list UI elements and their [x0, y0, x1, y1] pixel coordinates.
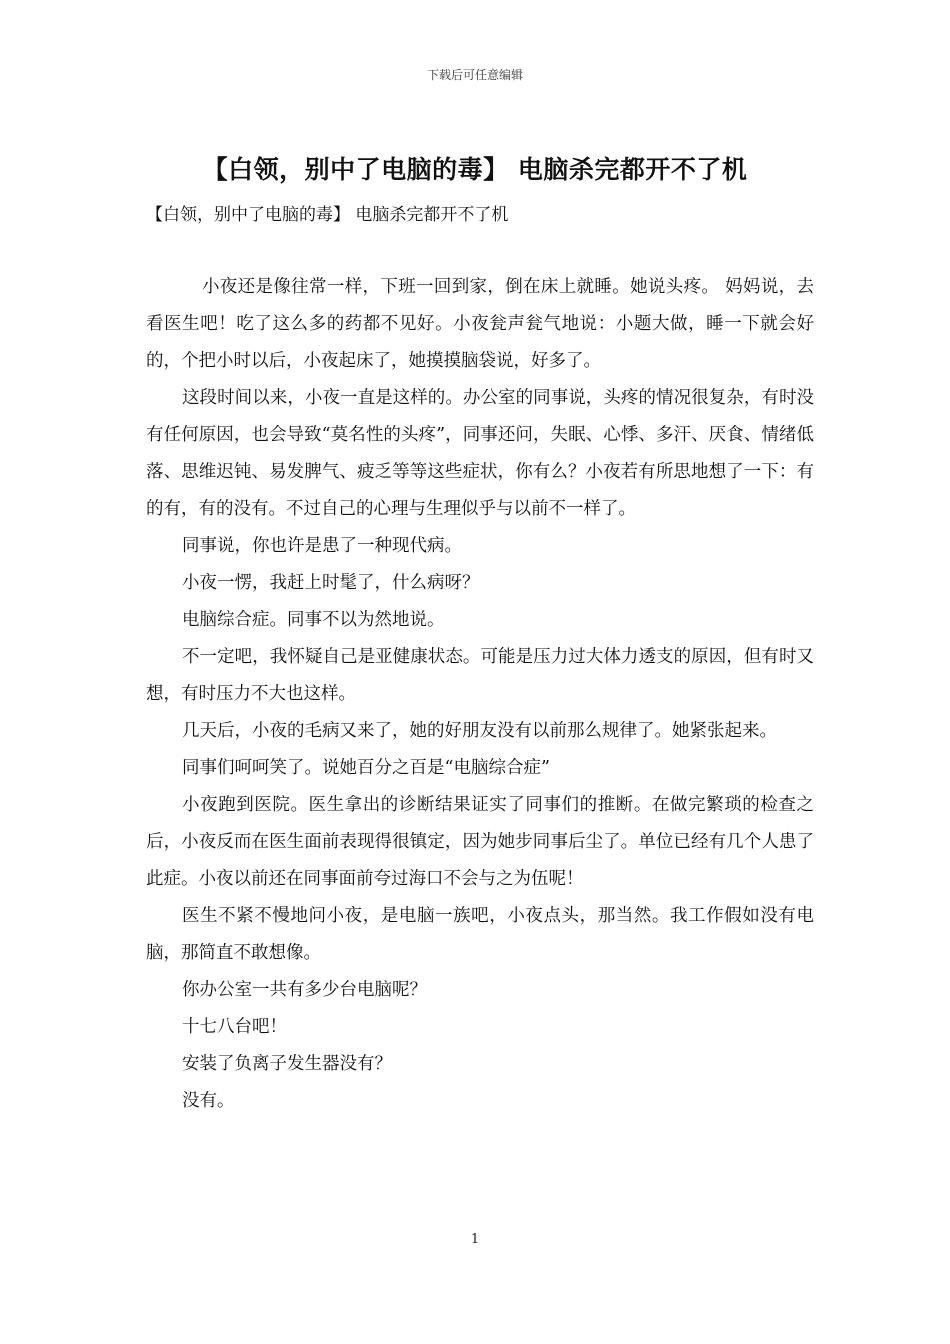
paragraph: 没有。 — [182, 1091, 235, 1111]
paragraph: 这段时间以来，小夜一直是这样的。办公室的同事说，头疼的情况很复杂，有时没有任何原因，也会导致“莫名性的头疼”，同事还问，失眠、心悸、多汗、厌食、情绪低落、思维迟钝、易发脾气、疲乏等等这些症状，你有么？小夜若有所思地想了一下：有的有，有的没有。不过自己的心理与生理似乎与以前不一样了。 — [146, 388, 814, 519]
document-body — [146, 269, 814, 1120]
paragraph: 小夜还是像往常一样，下班一回到家，倒在床上就睡。她说头疼。 妈妈说，去看医生吧！吃了这么多的药都不见好。小夜瓮声瓮气地说：小题大做，睡一下就会好的，个把小时以后，小夜起床了，她摸摸脑袋说，好多了。 — [146, 277, 814, 371]
paragraph: 十七八台吧！ — [182, 1017, 287, 1037]
paragraph: 你办公室一共有多少台电脑呢？ — [182, 980, 427, 1000]
paragraph: 不一定吧，我怀疑自己是亚健康状态。可能是压力过大体力透支的原因，但有时又想，有时压力不大也这样。 — [146, 647, 814, 704]
paragraph: 同事说，你也许是患了一种现代病。 — [182, 536, 462, 556]
header-note: 下载后可任意编辑 — [426, 68, 523, 82]
page-number: 1 — [470, 1232, 480, 1247]
paragraph: 同事们呵呵笑了。说她百分之百是“电脑综合症” — [182, 758, 550, 778]
paragraph: 几天后，小夜的毛病又来了，她的好朋友没有以前那么规律了。她紧张起来。 — [182, 721, 777, 741]
document-subtitle: 【白领，别中了电脑的毒】 电脑杀完都开不了机 — [146, 205, 509, 225]
paragraph: 安装了负离子发生器没有？ — [182, 1054, 392, 1074]
paragraph: 医生不紧不慢地问小夜，是电脑一族吧，小夜点头，那当然。我工作假如没有电脑，那简直不敢想像。 — [146, 906, 814, 963]
paragraph: 小夜跑到医院。医生拿出的诊断结果证实了同事们的推断。在做完繁琐的检查之后，小夜反而在医生面前表现得很镇定，因为她步同事后尘了。单位已经有几个人患了此症。小夜以前还在同事面前夸过海口不会与之为伍呢！ — [146, 795, 814, 889]
paragraph: 小夜一愣，我赶上时髦了，什么病呀？ — [182, 573, 480, 593]
document-title: 【白领，别中了电脑的毒】 电脑杀完都开不了机 — [202, 155, 748, 184]
paragraph: 电脑综合症。同事不以为然地说。 — [182, 610, 445, 630]
